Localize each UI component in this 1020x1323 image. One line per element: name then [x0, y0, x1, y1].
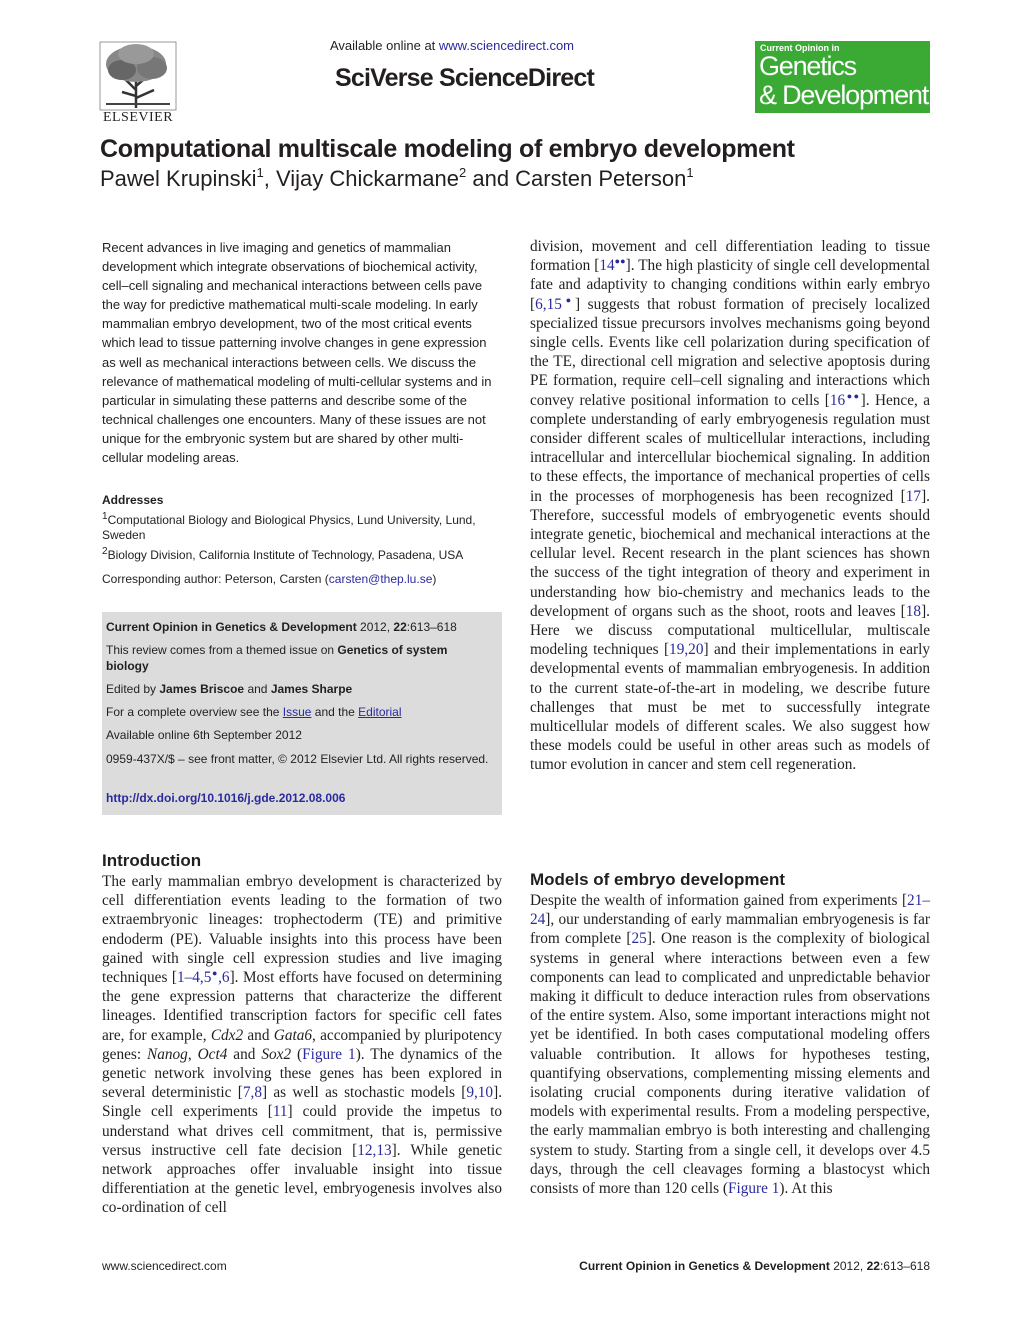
author-list: [100, 166, 694, 192]
citation-link[interactable]: 7,8: [242, 1084, 262, 1102]
corresponding-suffix: ): [432, 572, 437, 586]
overview-prefix: For a complete overview see the: [106, 705, 283, 719]
elsevier-tree-icon: [96, 40, 180, 112]
footer-website: www.sciencedirect.com: [102, 1259, 227, 1273]
overview-mid: and the: [311, 705, 359, 719]
journal-logo: [755, 41, 930, 113]
editor-name: James Sharpe: [270, 682, 353, 696]
corresponding-email-link[interactable]: carsten@thep.lu.se: [328, 572, 433, 586]
footer-journal: Current Opinion in Genetics & Development: [579, 1259, 830, 1273]
available-online-prefix: Available online at: [330, 38, 439, 53]
edited-prefix: Edited by: [106, 682, 160, 696]
overview-line: [106, 705, 491, 721]
footer-citation: [530, 1259, 930, 1273]
themed-issue-name: Genetics of system biology: [106, 643, 448, 673]
author-affiliation: 1: [256, 165, 264, 180]
citation-link[interactable]: 17: [905, 487, 922, 505]
editors-line: [106, 682, 491, 698]
introduction-heading: Introduction: [102, 851, 202, 870]
author-name: Pawel Krupinski: [100, 166, 257, 191]
editors-and: and: [244, 682, 271, 696]
address-text: Biology Division, California Institute of Technology, Pasadena, USA: [107, 547, 464, 562]
citation-link[interactable]: 21–24: [530, 892, 930, 929]
citation-link[interactable]: 19,20: [669, 641, 704, 659]
footer-volume: 22: [866, 1259, 880, 1273]
addresses: [102, 493, 502, 563]
author-separator: ,: [263, 166, 276, 191]
citation-link[interactable]: 12,13: [357, 1141, 392, 1159]
editorial-link[interactable]: Editorial: [358, 705, 402, 719]
author-affiliation: 1: [686, 165, 694, 180]
doi-link[interactable]: http://dx.doi.org/10.1016/j.gde.2012.08.006: [106, 791, 346, 805]
themed-prefix: This review comes from a themed issue on: [106, 643, 338, 657]
available-online-line: [330, 38, 574, 53]
issue-link[interactable]: Issue: [282, 705, 312, 719]
citation-link[interactable]: 16: [829, 391, 846, 409]
footer-year: 2012,: [829, 1259, 867, 1273]
editor-name: James Briscoe: [159, 682, 245, 696]
platform-name: SciVerse ScienceDirect: [335, 64, 594, 92]
author-name: Carsten Peterson: [515, 166, 687, 191]
publisher-wordmark: ELSEVIER: [102, 110, 174, 125]
figure-link[interactable]: Figure 1: [727, 1180, 780, 1198]
introduction-text: The early mammalian embryo development is characterized by cell differentiation events leading to the formation of two extraembryonic lineages: trophectoderm (TE) and primitive endoderm (PE). Valuable insights into this process have been gained with single cell expression studies and live imaging techniques [1–4,5●,6]. Most efforts have focused on determining the gene expression patterns that characterize the different lineages. Identified transcription factors for specific cell fates are, for example, Cdx2 and Gata6, accompanied by pluripotency genes: Nanog, Oct4 and Sox2 (Figure 1). The dynamics of the genetic network involving these genes has been explored in several deterministic [7,8] as well as stochastic models [9,10]. Single cell experiments [11] could provide the impetus to understand what drives cell commitment, that is, permissive versus instructive cell fate decision [12,13]. While genetic network approaches offer invaluable insight into tissue differentiation at the genetic level, embryogenesis involves also co-ordination of cell: [102, 873, 503, 1217]
column2-text: division, movement and cell differentiation leading to tissue formation [14●●]. The high plasticity of single cell developmental fate and adaptivity to changing conditions within early embryo [6,15●] suggests that robust formation of precisely localized specialized tissue precursors involves mechanisms going beyond single cells. Events like cell polarization during specification of the TE, directional cell migration and selective apoptosis during PE formation, require cell–cell signaling and interactions which convey relative positional information to cells [16●●]. Hence, a complete understanding of early embryogenesis regulation must consider different scales of multicellular interactions, including intracellular and intercellular biochemical signaling. In addition to these effects, the importance of mechanical properties of cells in the processes of morphogenesis has been recognized [17]. Therefore, successful models of embryogenetic events should integrate genetic, biochemical and mechanical interactions at the cellular level. Recent research in the plant sciences has shown the success of the tight integration of theory and experiment in understanding how bio-chemistry and mechanics leads to the development of organs such as the shoot, roots and leaves [18]. Here we discuss computational multicellular, multiscale modeling techniques [19,20] and their implementations in early developmental events of mammalian embryogenesis. In addition to the current state-of-the-art in modeling, we describe future challenges that must be met to successfully integrate multicellular models of different scales. We also suggest how these models could be useful in other areas such as models of tumor evolution in cancer and stem cell regeneration.: [530, 238, 930, 774]
citation-volume: 22: [393, 620, 407, 634]
address-text: Computational Biology and Biological Physics, Lund University, Lund, Sweden: [102, 512, 476, 542]
abstract: Recent advances in live imaging and genetics of mammalian development which integrate observations of biochemical activity, cell–cell signaling and mechanical interactions between cells pave the way for predictive mathematical multi-scale modeling. In early mammalian embryo development, two of the most critical events which lead to tissue patterning involve changes in gene expression as well as mechanical interactions between cells. We discuss the relevance of mathematical modeling of multi-cellular systems and in particular in simulating these patterns and describe some of the technical challenges one encounters. Many of these issues are not unique for the embryonic system but are shared by other multi-cellular modeling areas.: [102, 240, 492, 466]
citation-line: [106, 620, 491, 636]
address-item: [102, 509, 502, 544]
themed-issue-line: [106, 643, 491, 674]
models-heading: Models of embryo development: [530, 870, 786, 889]
article-info-box: [102, 612, 502, 815]
figure-link[interactable]: Figure 1: [302, 1045, 356, 1063]
addresses-heading: Addresses: [102, 493, 164, 507]
citation-link[interactable]: 18: [905, 602, 922, 620]
journal-logo-small: Current Opinion in: [760, 43, 840, 53]
address-number: 2: [102, 545, 108, 557]
address-number: 1: [102, 510, 108, 522]
journal-logo-line2: & Development: [759, 80, 928, 110]
article-title: Computational multiscale modeling of embryo development: [100, 135, 795, 163]
citation-pages: :613–618: [406, 620, 457, 634]
citation-link[interactable]: 11: [272, 1103, 288, 1121]
corresponding-author: [102, 572, 502, 586]
citation-link[interactable]: ,6: [218, 969, 230, 987]
citation-link[interactable]: 9,10: [466, 1084, 494, 1102]
author-affiliation: 2: [459, 165, 467, 180]
author-separator: and: [466, 166, 516, 191]
citation-link[interactable]: 25: [631, 930, 647, 948]
models-text: Despite the wealth of information gained from experiments [21–24], our understanding of early mammalian embryogenesis is far from complete [25]. One reason is the complexity of biological systems in general where interactions between even a few components can lead to complicated and unpredictable behavior making it difficult to deduce interaction rules from observations of the entire system. Also, some important interactions might not yet be identified. In both cases computational modeling offers valuable contribution. It allows for hypotheses testing, quantifying observations, complementing missing elements and isolating crucial components during iterative validation of models with experimental results. From a modeling perspective, the early mammalian embryo is both interesting and challenging system to study. Starting from a single cell, it develops over 4.5 days, through the cell cleavages forming a blastocyst which consists of more than 120 cells (Figure 1). At this: [530, 892, 930, 1198]
citation-link[interactable]: 14: [599, 257, 615, 275]
citation-journal: Current Opinion in Genetics & Development: [106, 620, 357, 634]
citation-year: 2012,: [356, 620, 394, 634]
citation-link[interactable]: 1–4,5: [176, 969, 212, 987]
corresponding-prefix: Corresponding author: Peterson, Carsten (: [102, 572, 329, 586]
footer-pages: :613–618: [879, 1259, 930, 1273]
journal-logo-line1: Genetics: [759, 51, 856, 81]
citation-link[interactable]: 6,15: [535, 295, 562, 313]
copyright-line: 0959-437X/$ – see front matter, © 2012 Elsevier Ltd. All rights reserved.: [106, 752, 489, 766]
available-online-date: Available online 6th September 2012: [106, 728, 302, 742]
author-name: Vijay Chickarmane: [275, 166, 459, 191]
sciencedirect-link[interactable]: www.sciencedirect.com: [438, 38, 575, 53]
address-item: [102, 544, 502, 564]
